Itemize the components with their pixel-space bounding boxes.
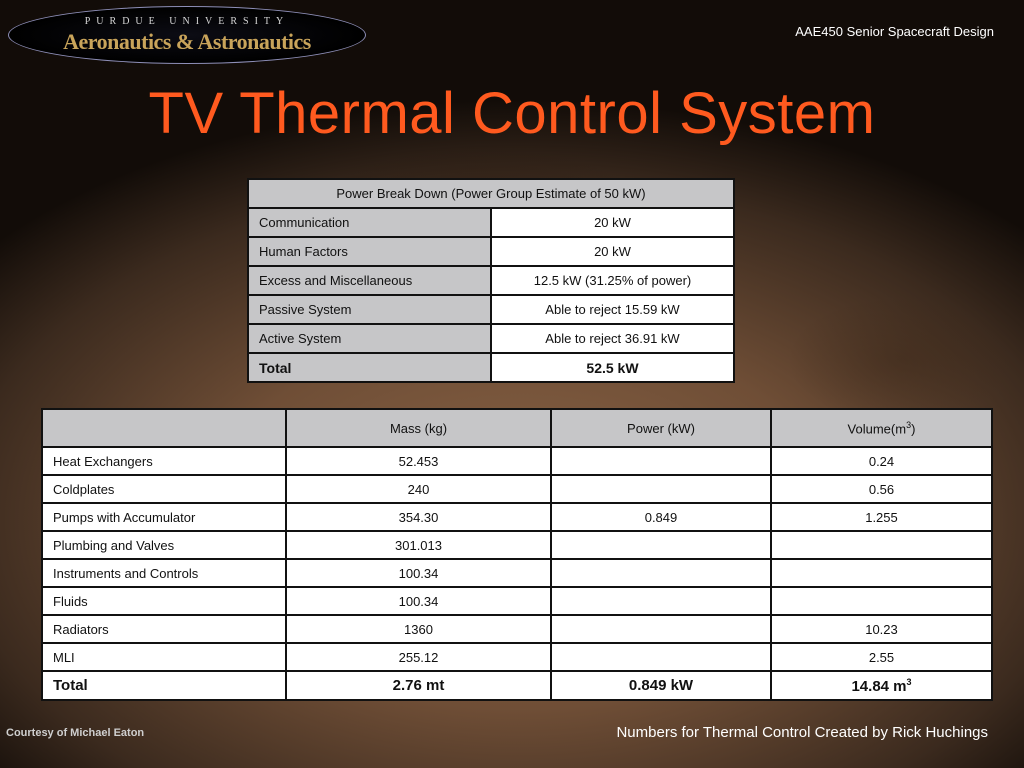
volume-column-header — [771, 409, 992, 447]
power-row-label: Active System — [248, 324, 491, 353]
purdue-aae-logo — [8, 6, 366, 64]
component-mass: 52.453 — [286, 447, 551, 475]
component-mass: 1360 — [286, 615, 551, 643]
component-row — [42, 615, 992, 643]
component-mass: 301.013 — [286, 531, 551, 559]
component-name: Fluids — [42, 587, 286, 615]
power-table-header: Power Break Down (Power Group Estimate of 50 kW) — [248, 179, 734, 208]
component-volume: 0.56 — [771, 475, 992, 503]
component-mass: 354.30 — [286, 503, 551, 531]
logo-department-text: Aeronautics & Astronautics — [63, 29, 311, 54]
component-power — [551, 587, 771, 615]
component-power — [551, 475, 771, 503]
power-row-label: Communication — [248, 208, 491, 237]
course-name: AAE450 Senior Spacecraft Design — [795, 24, 994, 39]
component-mass: 240 — [286, 475, 551, 503]
power-row — [248, 295, 734, 324]
component-mass: 100.34 — [286, 559, 551, 587]
component-table — [41, 408, 993, 701]
component-volume — [771, 559, 992, 587]
component-mass: 100.34 — [286, 587, 551, 615]
power-row-label: Excess and Miscellaneous — [248, 266, 491, 295]
power-row-value: 20 kW — [491, 208, 734, 237]
slide-title: TV Thermal Control System — [148, 81, 876, 146]
power-total-label: Total — [248, 353, 491, 382]
component-header-blank — [42, 409, 286, 447]
power-row — [248, 237, 734, 266]
component-row — [42, 503, 992, 531]
component-row — [42, 643, 992, 671]
power-column-header: Power (kW) — [551, 409, 771, 447]
component-row — [42, 531, 992, 559]
component-row — [42, 587, 992, 615]
component-mass: 255.12 — [286, 643, 551, 671]
total-volume-exponent: 3 — [906, 676, 912, 687]
mass-column-header: Mass (kg) — [286, 409, 551, 447]
component-total-mass: 2.76 mt — [286, 671, 551, 700]
component-table-header-row — [42, 409, 992, 447]
power-total-row — [248, 353, 734, 382]
volume-header-close: ) — [911, 421, 916, 437]
component-total-row — [42, 671, 992, 700]
power-row — [248, 208, 734, 237]
component-volume: 10.23 — [771, 615, 992, 643]
component-name: Radiators — [42, 615, 286, 643]
component-row — [42, 475, 992, 503]
component-power — [551, 615, 771, 643]
power-row-label: Passive System — [248, 295, 491, 324]
volume-header-text: Volume(m — [847, 421, 907, 437]
power-row-value: 12.5 kW (31.25% of power) — [491, 266, 734, 295]
component-name: Heat Exchangers — [42, 447, 286, 475]
image-courtesy: Courtesy of Michael Eaton — [6, 727, 145, 739]
power-row — [248, 324, 734, 353]
power-row-value: 20 kW — [491, 237, 734, 266]
component-name: Pumps with Accumulator — [42, 503, 286, 531]
component-row — [42, 447, 992, 475]
power-row-value: Able to reject 36.91 kW — [491, 324, 734, 353]
power-row-label: Human Factors — [248, 237, 491, 266]
component-total-volume — [771, 671, 992, 700]
component-power — [551, 531, 771, 559]
component-power — [551, 447, 771, 475]
component-power: 0.849 — [551, 503, 771, 531]
component-name: Instruments and Controls — [42, 559, 286, 587]
power-row-value: Able to reject 15.59 kW — [491, 295, 734, 324]
component-total-power: 0.849 kW — [551, 671, 771, 700]
data-credit: Numbers for Thermal Control Created by Rick Huchings — [616, 724, 988, 741]
logo-university-text: PURDUE UNIVERSITY — [84, 16, 290, 27]
power-breakdown-table — [247, 178, 735, 383]
power-row — [248, 266, 734, 295]
component-name: Coldplates — [42, 475, 286, 503]
component-power — [551, 643, 771, 671]
volume-header-exponent: 3 — [906, 419, 912, 430]
component-volume — [771, 587, 992, 615]
total-volume-text: 14.84 m — [851, 677, 907, 695]
component-name: Plumbing and Valves — [42, 531, 286, 559]
component-name: MLI — [42, 643, 286, 671]
component-volume: 2.55 — [771, 643, 992, 671]
component-volume — [771, 531, 992, 559]
component-power — [551, 559, 771, 587]
power-table-header-row — [248, 179, 734, 208]
power-total-value: 52.5 kW — [491, 353, 734, 382]
component-total-label: Total — [42, 671, 286, 700]
component-row — [42, 559, 992, 587]
component-volume: 1.255 — [771, 503, 992, 531]
component-volume: 0.24 — [771, 447, 992, 475]
